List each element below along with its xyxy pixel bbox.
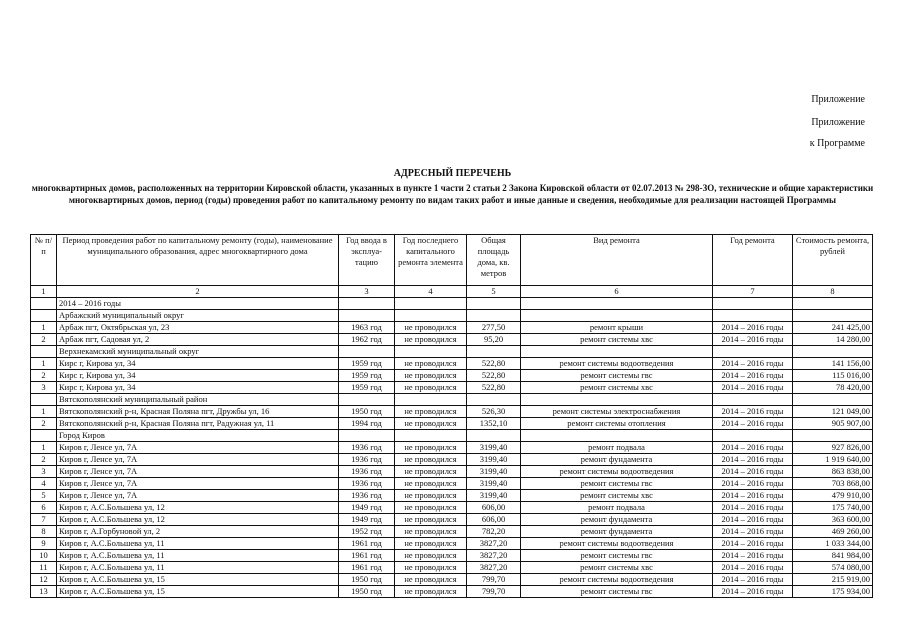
- section-empty-cell: [713, 310, 793, 322]
- section-row: [31, 430, 873, 442]
- section-empty-cell: [713, 298, 793, 310]
- row-number: 12: [31, 574, 57, 586]
- row-repair-year: 2014 – 2016 годы: [713, 418, 793, 430]
- section-empty-cell: [395, 298, 467, 310]
- row-number: 10: [31, 550, 57, 562]
- row-address: Киров г, А.С.Большева ул, 12: [57, 502, 339, 514]
- row-cost: 927 826,00: [793, 442, 873, 454]
- row-repair-year: 2014 – 2016 годы: [713, 586, 793, 598]
- row-number: 13: [31, 586, 57, 598]
- row-number: 1: [31, 322, 57, 334]
- row-repair-year: 2014 – 2016 годы: [713, 466, 793, 478]
- section-empty-cell: [339, 346, 395, 358]
- row-commission-year: 1936 год: [339, 490, 395, 502]
- row-area: 522,80: [467, 370, 521, 382]
- header-address: Период проведения работ по капитальному ремонту (годы), наименование муниципального образования, адрес многоквартирного дома: [57, 235, 339, 286]
- row-last-repair: не проводился: [395, 478, 467, 490]
- table-row: [31, 586, 873, 598]
- row-last-repair: не проводился: [395, 562, 467, 574]
- section-number-cell: [31, 298, 57, 310]
- row-last-repair: не проводился: [395, 466, 467, 478]
- row-commission-year: 1961 год: [339, 538, 395, 550]
- row-address: Арбаж пгт, Октябрьская ул, 23: [57, 322, 339, 334]
- row-address: Арбаж пгт, Садовая ул, 2: [57, 334, 339, 346]
- row-repair-year: 2014 – 2016 годы: [713, 382, 793, 394]
- row-area: 522,80: [467, 358, 521, 370]
- row-cost: 363 600,00: [793, 514, 873, 526]
- row-repair-kind: ремонт крыши: [521, 322, 713, 334]
- row-address: Кирс г, Кирова ул, 34: [57, 382, 339, 394]
- row-cost: 14 280,00: [793, 334, 873, 346]
- column-number: 2: [57, 286, 339, 298]
- row-last-repair: не проводился: [395, 550, 467, 562]
- row-area: 3199,40: [467, 490, 521, 502]
- row-area: 606,00: [467, 502, 521, 514]
- section-empty-cell: [793, 310, 873, 322]
- row-repair-kind: ремонт системы водоотведения: [521, 538, 713, 550]
- column-number: 5: [467, 286, 521, 298]
- row-cost: 479 910,00: [793, 490, 873, 502]
- row-cost: 115 016,00: [793, 370, 873, 382]
- section-empty-cell: [521, 394, 713, 406]
- row-area: 3827,20: [467, 538, 521, 550]
- section-row: [31, 346, 873, 358]
- row-address: Вятскополянский р-н, Красная Поляна пгт, Дружбы ул, 16: [57, 406, 339, 418]
- section-empty-cell: [713, 346, 793, 358]
- row-cost: 841 984,00: [793, 550, 873, 562]
- table-row: [31, 334, 873, 346]
- row-repair-year: 2014 – 2016 годы: [713, 562, 793, 574]
- row-last-repair: не проводился: [395, 382, 467, 394]
- row-number: 5: [31, 490, 57, 502]
- row-last-repair: не проводился: [395, 418, 467, 430]
- row-repair-kind: ремонт системы водоотведения: [521, 466, 713, 478]
- row-area: 3827,20: [467, 550, 521, 562]
- row-last-repair: не проводился: [395, 502, 467, 514]
- row-number: 1: [31, 358, 57, 370]
- section-empty-cell: [395, 310, 467, 322]
- row-repair-kind: ремонт системы хвс: [521, 490, 713, 502]
- section-empty-cell: [467, 430, 521, 442]
- row-repair-kind: ремонт фундамента: [521, 454, 713, 466]
- row-commission-year: 1950 год: [339, 586, 395, 598]
- section-empty-cell: [793, 298, 873, 310]
- row-number: 2: [31, 370, 57, 382]
- header-commission-year: Год ввода в эксплуа-тацию: [339, 235, 395, 286]
- row-last-repair: не проводился: [395, 358, 467, 370]
- row-area: 522,80: [467, 382, 521, 394]
- row-cost: 863 838,00: [793, 466, 873, 478]
- row-repair-kind: ремонт системы гвс: [521, 478, 713, 490]
- row-repair-kind: ремонт системы хвс: [521, 382, 713, 394]
- row-last-repair: не проводился: [395, 322, 467, 334]
- row-commission-year: 1936 год: [339, 442, 395, 454]
- section-empty-cell: [395, 430, 467, 442]
- row-address: Киров г, А.С.Большева ул, 11: [57, 550, 339, 562]
- table-row: [31, 502, 873, 514]
- row-number: 2: [31, 454, 57, 466]
- section-number-cell: [31, 394, 57, 406]
- row-commission-year: 1961 год: [339, 562, 395, 574]
- column-number: 7: [713, 286, 793, 298]
- row-repair-kind: ремонт фундамента: [521, 514, 713, 526]
- row-commission-year: 1994 год: [339, 418, 395, 430]
- row-address: Киров г, Ленсе ул, 7А: [57, 442, 339, 454]
- row-repair-kind: ремонт системы гвс: [521, 586, 713, 598]
- row-area: 95,20: [467, 334, 521, 346]
- row-commission-year: 1949 год: [339, 502, 395, 514]
- appendix-line-2: Приложение: [811, 117, 865, 128]
- header-repair-year: Год ремонта: [713, 235, 793, 286]
- section-empty-cell: [339, 310, 395, 322]
- row-area: 782,20: [467, 526, 521, 538]
- row-number: 11: [31, 562, 57, 574]
- row-commission-year: 1936 год: [339, 454, 395, 466]
- row-cost: 241 425,00: [793, 322, 873, 334]
- section-empty-cell: [793, 346, 873, 358]
- column-numbers-row: [31, 286, 873, 298]
- section-empty-cell: [713, 394, 793, 406]
- row-last-repair: не проводился: [395, 586, 467, 598]
- row-number: 7: [31, 514, 57, 526]
- row-cost: 215 919,00: [793, 574, 873, 586]
- section-row: [31, 394, 873, 406]
- section-empty-cell: [521, 346, 713, 358]
- row-repair-year: 2014 – 2016 годы: [713, 538, 793, 550]
- row-last-repair: не проводился: [395, 490, 467, 502]
- row-number: 2: [31, 334, 57, 346]
- section-number-cell: [31, 310, 57, 322]
- row-cost: 78 420,00: [793, 382, 873, 394]
- row-cost: 141 156,00: [793, 358, 873, 370]
- appendix-line-3: к Программе: [809, 138, 865, 149]
- document-subtitle: многоквартирных домов, расположенных на территории Кировской области, указанных в пункте 1 части 2 статьи 2 Закона Кировской области от 02.07.2013 № 298-ЗО, технические и общие характеристики многоквартирных домов, период (годы) проведения работ по капитальному ремонту по видам таких работ и иные данные и сведения, необходимые для реализации настоящей Программы: [31, 183, 874, 205]
- row-address: Киров г, А.С.Большева ул, 15: [57, 586, 339, 598]
- table-row: [31, 478, 873, 490]
- row-commission-year: 1962 год: [339, 334, 395, 346]
- row-number: 3: [31, 466, 57, 478]
- row-area: 3199,40: [467, 466, 521, 478]
- section-label: 2014 – 2016 годы: [57, 298, 339, 310]
- row-cost: 175 740,00: [793, 502, 873, 514]
- row-repair-kind: ремонт системы гвс: [521, 370, 713, 382]
- row-commission-year: 1950 год: [339, 406, 395, 418]
- row-cost: 1 033 344,00: [793, 538, 873, 550]
- row-area: 3199,40: [467, 454, 521, 466]
- column-number: 3: [339, 286, 395, 298]
- row-repair-year: 2014 – 2016 годы: [713, 358, 793, 370]
- section-empty-cell: [467, 298, 521, 310]
- section-empty-cell: [339, 298, 395, 310]
- header-area: Общая площадь дома, кв. метров: [467, 235, 521, 286]
- row-repair-kind: ремонт системы отопления: [521, 418, 713, 430]
- row-repair-kind: ремонт системы хвс: [521, 334, 713, 346]
- table-header-row: [31, 235, 873, 286]
- table-row: [31, 490, 873, 502]
- row-address: Киров г, А.С.Большева ул, 12: [57, 514, 339, 526]
- row-area: 3827,20: [467, 562, 521, 574]
- section-empty-cell: [395, 346, 467, 358]
- document-title: АДРЕСНЫЙ ПЕРЕЧЕНЬ: [393, 168, 512, 179]
- section-number-cell: [31, 346, 57, 358]
- row-repair-year: 2014 – 2016 годы: [713, 490, 793, 502]
- header-number: № п/п: [31, 235, 57, 286]
- row-cost: 703 868,00: [793, 478, 873, 490]
- row-repair-year: 2014 – 2016 годы: [713, 322, 793, 334]
- table-row: [31, 358, 873, 370]
- row-repair-year: 2014 – 2016 годы: [713, 514, 793, 526]
- row-address: Киров г, Ленсе ул, 7А: [57, 478, 339, 490]
- address-list-table: [30, 234, 873, 598]
- row-commission-year: 1936 год: [339, 466, 395, 478]
- section-empty-cell: [793, 394, 873, 406]
- row-area: 3199,40: [467, 478, 521, 490]
- table-body: [31, 298, 873, 598]
- row-last-repair: не проводился: [395, 370, 467, 382]
- row-address: Киров г, А.С.Большева ул, 11: [57, 538, 339, 550]
- section-row: [31, 298, 873, 310]
- row-cost: 175 934,00: [793, 586, 873, 598]
- row-repair-kind: ремонт системы хвс: [521, 562, 713, 574]
- row-repair-year: 2014 – 2016 годы: [713, 370, 793, 382]
- row-cost: 1 919 640,00: [793, 454, 873, 466]
- row-commission-year: 1963 год: [339, 322, 395, 334]
- row-area: 606,00: [467, 514, 521, 526]
- row-address: Киров г, Ленсе ул, 7А: [57, 454, 339, 466]
- row-commission-year: 1949 год: [339, 514, 395, 526]
- row-commission-year: 1936 год: [339, 478, 395, 490]
- row-repair-year: 2014 – 2016 годы: [713, 502, 793, 514]
- row-commission-year: 1959 год: [339, 358, 395, 370]
- row-repair-year: 2014 – 2016 годы: [713, 334, 793, 346]
- row-area: 799,70: [467, 574, 521, 586]
- section-empty-cell: [339, 394, 395, 406]
- row-repair-year: 2014 – 2016 годы: [713, 478, 793, 490]
- section-empty-cell: [521, 430, 713, 442]
- row-cost: 121 049,00: [793, 406, 873, 418]
- section-row: [31, 310, 873, 322]
- row-cost: 469 260,00: [793, 526, 873, 538]
- row-last-repair: не проводился: [395, 406, 467, 418]
- section-empty-cell: [339, 430, 395, 442]
- row-number: 6: [31, 502, 57, 514]
- row-address: Киров г, Ленсе ул, 7А: [57, 466, 339, 478]
- row-commission-year: 1959 год: [339, 370, 395, 382]
- row-area: 1352,10: [467, 418, 521, 430]
- row-last-repair: не проводился: [395, 442, 467, 454]
- row-address: Кирс г, Кирова ул, 34: [57, 370, 339, 382]
- row-number: 2: [31, 418, 57, 430]
- row-area: 799,70: [467, 586, 521, 598]
- column-number: 4: [395, 286, 467, 298]
- row-last-repair: не проводился: [395, 514, 467, 526]
- row-last-repair: не проводился: [395, 526, 467, 538]
- section-empty-cell: [467, 394, 521, 406]
- section-empty-cell: [793, 430, 873, 442]
- column-number: 1: [31, 286, 57, 298]
- table-row: [31, 466, 873, 478]
- row-cost: 574 080,00: [793, 562, 873, 574]
- row-number: 1: [31, 442, 57, 454]
- table-row: [31, 574, 873, 586]
- section-label: Вятскополянский муниципальный район: [57, 394, 339, 406]
- row-address: Киров г, А.Горбуновой ул, 2: [57, 526, 339, 538]
- row-address: Киров г, А.С.Большева ул, 15: [57, 574, 339, 586]
- row-repair-kind: ремонт системы электроснабжения: [521, 406, 713, 418]
- row-last-repair: не проводился: [395, 334, 467, 346]
- row-number: 1: [31, 406, 57, 418]
- header-repair-kind: Вид ремонта: [521, 235, 713, 286]
- row-repair-year: 2014 – 2016 годы: [713, 442, 793, 454]
- table-row: [31, 454, 873, 466]
- row-repair-kind: ремонт системы гвс: [521, 550, 713, 562]
- column-number: 6: [521, 286, 713, 298]
- table-row: [31, 562, 873, 574]
- section-empty-cell: [467, 310, 521, 322]
- row-number: 3: [31, 382, 57, 394]
- row-area: 526,30: [467, 406, 521, 418]
- column-number: 8: [793, 286, 873, 298]
- row-commission-year: 1950 год: [339, 574, 395, 586]
- row-repair-kind: ремонт системы водоотведения: [521, 574, 713, 586]
- table-row: [31, 418, 873, 430]
- row-repair-year: 2014 – 2016 годы: [713, 550, 793, 562]
- row-address: Киров г, Ленсе ул, 7А: [57, 490, 339, 502]
- section-empty-cell: [395, 394, 467, 406]
- table-row: [31, 526, 873, 538]
- row-area: 277,50: [467, 322, 521, 334]
- row-last-repair: не проводился: [395, 454, 467, 466]
- section-label: Город Киров: [57, 430, 339, 442]
- section-empty-cell: [521, 310, 713, 322]
- row-repair-year: 2014 – 2016 годы: [713, 454, 793, 466]
- row-commission-year: 1952 год: [339, 526, 395, 538]
- section-empty-cell: [521, 298, 713, 310]
- row-number: 4: [31, 478, 57, 490]
- row-address: Киров г, А.С.Большева ул, 11: [57, 562, 339, 574]
- header-last-repair: Год последнего капитального ремонта элемента: [395, 235, 467, 286]
- row-commission-year: 1959 год: [339, 382, 395, 394]
- table-row: [31, 550, 873, 562]
- table-row: [31, 538, 873, 550]
- row-number: 8: [31, 526, 57, 538]
- row-last-repair: не проводился: [395, 574, 467, 586]
- row-repair-year: 2014 – 2016 годы: [713, 406, 793, 418]
- row-number: 9: [31, 538, 57, 550]
- row-repair-year: 2014 – 2016 годы: [713, 526, 793, 538]
- table-row: [31, 370, 873, 382]
- row-repair-kind: ремонт фундамента: [521, 526, 713, 538]
- table-row: [31, 406, 873, 418]
- row-repair-kind: ремонт системы водоотведения: [521, 358, 713, 370]
- header-cost: Стоимость ремонта, рублей: [793, 235, 873, 286]
- row-area: 3199,40: [467, 442, 521, 454]
- row-last-repair: не проводился: [395, 538, 467, 550]
- row-address: Вятскополянский р-н, Красная Поляна пгт, Радужная ул, 11: [57, 418, 339, 430]
- row-cost: 905 907,00: [793, 418, 873, 430]
- section-label: Арбажский муниципальный округ: [57, 310, 339, 322]
- appendix-line-1: Приложение: [811, 94, 865, 105]
- section-label: Верхнекамский муниципальный округ: [57, 346, 339, 358]
- section-empty-cell: [713, 430, 793, 442]
- table-row: [31, 514, 873, 526]
- table-row: [31, 322, 873, 334]
- section-empty-cell: [467, 346, 521, 358]
- row-commission-year: 1961 год: [339, 550, 395, 562]
- row-repair-kind: ремонт подвала: [521, 502, 713, 514]
- table-row: [31, 442, 873, 454]
- section-number-cell: [31, 430, 57, 442]
- row-address: Кирс г, Кирова ул, 34: [57, 358, 339, 370]
- table-row: [31, 382, 873, 394]
- row-repair-kind: ремонт подвала: [521, 442, 713, 454]
- row-repair-year: 2014 – 2016 годы: [713, 574, 793, 586]
